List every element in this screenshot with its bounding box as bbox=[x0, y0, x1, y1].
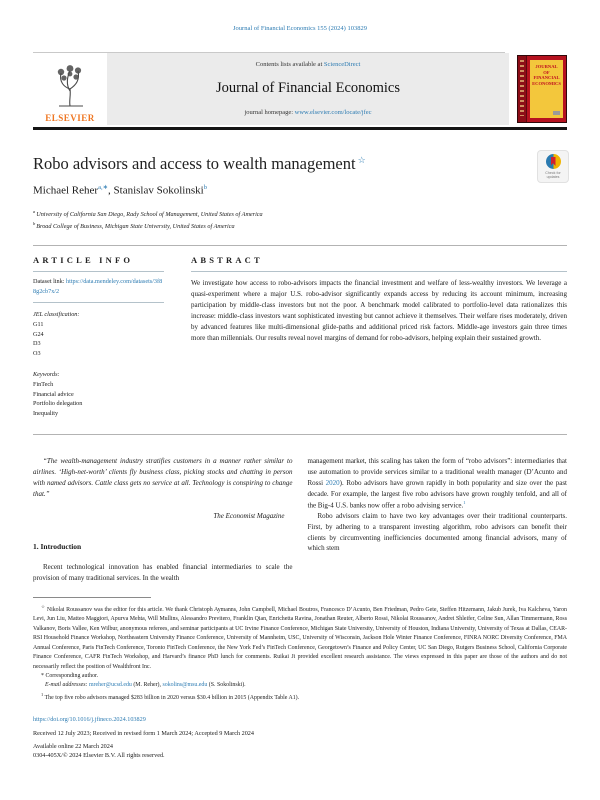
journal-cover-thumbnail[interactable] bbox=[517, 55, 567, 123]
footnote-1-marker: 1 bbox=[41, 691, 44, 697]
body-paragraph: Robo advisors claim to have two key advantages over their traditional counterparts. First, by adhering to a transparent investing algorithm, robo advisors can benefit their clients by circumventing inefficiencies documented among financial advisors, many of which stem bbox=[307, 511, 567, 553]
crossmark-icon bbox=[546, 154, 561, 169]
affiliation-line bbox=[33, 220, 567, 232]
contents-list-prefix: Contents lists available at bbox=[255, 61, 324, 68]
epigraph-attribution: The Economist Magazine bbox=[213, 511, 285, 520]
article-info-heading: ARTICLE INFO bbox=[33, 255, 164, 272]
affiliation-text: Broad College of Business, Michigan State University, United States of America bbox=[36, 222, 235, 230]
copyright-line: 0304-405X/© 2024 Elsevier B.V. All rights reserved. bbox=[33, 752, 165, 760]
keyword: FinTech bbox=[33, 380, 54, 388]
keyword: Financial advice bbox=[33, 390, 74, 398]
paragraph-text: ). Robo advisors have grown rapidly in both popularity and size over the past decade. For example, the largest five robo advisors have grown roughly tenfold, and all of the Big-4 U.S. banks now offer a robo advising service. bbox=[307, 479, 567, 510]
received-dates-line: Received 12 July 2023; Received in revised form 1 March 2024; Accepted 9 March 2024 bbox=[33, 730, 254, 738]
cover-publisher-mark bbox=[553, 111, 560, 115]
journal-masthead bbox=[33, 52, 567, 125]
email-addresses-line bbox=[33, 681, 567, 690]
author-affiliation-ref[interactable]: a,∗ bbox=[98, 184, 109, 191]
author-affiliation-ref[interactable]: b bbox=[203, 184, 207, 191]
footnote-separator-rule bbox=[33, 597, 151, 598]
jel-label: JEL classification: bbox=[33, 311, 80, 319]
journal-cover-spine bbox=[518, 56, 527, 122]
keywords-block bbox=[33, 370, 164, 418]
author-name: Michael Reher bbox=[33, 184, 99, 197]
email-link-sokolinski[interactable]: sokolins@msu.edu bbox=[162, 682, 208, 689]
affiliation-line bbox=[33, 208, 567, 220]
section-heading-introduction: 1. Introduction bbox=[33, 541, 82, 551]
editor-footnote-text: Nikolai Roussanov was the editor for this article. We thank Christoph Aymanns, John Campbell, Michael Boutros, Francesco D’Acunto, Ben Friedman, Pedro Gete, Steffen Hitzemann, Jakub Jurek, Iva Kalcheva, Yaron Levi, Jun Liu, Matteo Maggiori, Apurva Mehta, Will Mullins, Alessandro Previtero, Franklin Qian, Enrichetta Ravina, Jonathan Reuter, Alberto Rossi, Nikolai Roussanov, Andrei Shleifer, Celine Sun, Allan Timmermann, Ross Valkanov, Boris Vallee, Ken Wilbur, anonymous referees, and seminar participants at UC Irvine Finance Conference, Michigan State University, University of Houston, Indiana University, University of Texas at Dallas, CEAR-RSI Household Finance Workshop, Northeastern University Finance Conference, University of Mannheim, USC, University of Wisconsin, Jackson Hole Winter Finance Conference, FINRA NORC Diversity Conference, FMA Annual Conference, Paris FinTech Conference, Toronto FinTech Conference, the New York Fed’s FinTech Conference, Georgetown’s Finance and Policy Center, UC San Diego, Rutgers Business School, California Corporate Finance Conference, CAFR FinTech Workshop, and Harvard’s finance PhD lunch for comments. Ruikai Ji provided excellent research assistance. The views expressed in this paper are those of the authors and do not necessarily reflect the position of Wealthfront Inc. bbox=[33, 606, 567, 670]
author-name: Stanislav Sokolinski bbox=[113, 184, 204, 197]
available-online-line: Available online 22 March 2024 bbox=[33, 743, 113, 751]
corresponding-author-note bbox=[33, 672, 567, 681]
epigraph-quote: “The wealth-management industry stratifies customers in a manner rather similar to airlines. ‘High-net-worth’ clients fly business class, picking stocks and chatting in person with named advisors. Cattle class gets no service at all. Technology is conspiring to change that.” bbox=[33, 457, 293, 498]
intro-paragraph: Recent technological innovation has enabled financial intermediaries to scale the provision of many traditional services. In the wealth bbox=[33, 563, 293, 583]
jel-code: G24 bbox=[33, 330, 44, 338]
footnote-1 bbox=[33, 691, 567, 703]
jel-code: D3 bbox=[33, 340, 41, 348]
affiliation-text: University of California San Diego, Rady School of Management, United States of America bbox=[36, 210, 263, 218]
affiliations bbox=[33, 208, 567, 232]
corresponding-author-marker: * bbox=[41, 672, 44, 679]
jel-code: G11 bbox=[33, 320, 44, 328]
affiliation-marker: b bbox=[33, 220, 36, 226]
abstract-heading: ABSTRACT bbox=[191, 255, 567, 272]
email-label: E-mail addresses: bbox=[45, 682, 89, 689]
email-link-reher[interactable]: mreher@ucsd.edu bbox=[88, 682, 132, 689]
body-paragraph bbox=[308, 456, 568, 511]
check-for-updates-badge[interactable] bbox=[537, 150, 569, 183]
paper-title bbox=[33, 154, 567, 174]
journal-cover-title: JOURNAL OF FINANCIAL ECONOMICS bbox=[532, 64, 561, 87]
journal-homepage-link[interactable]: www.elsevier.com/locate/jfec bbox=[294, 109, 372, 116]
footnote-ref-1[interactable]: 1 bbox=[463, 499, 466, 505]
check-for-updates-label: Check for updates bbox=[545, 171, 561, 180]
running-head-citation: Journal of Financial Economics 155 (2024) 103829 bbox=[233, 25, 367, 32]
keyword: Inequality bbox=[33, 409, 59, 417]
doi-link[interactable]: https://doi.org/10.1016/j.jfineco.2024.103829 bbox=[33, 716, 146, 724]
email-suffix: (S. Sokolinski). bbox=[207, 682, 246, 689]
keywords-label: Keywords: bbox=[33, 371, 60, 379]
article-info-column bbox=[33, 255, 164, 418]
abstract-text: We investigate how access to robo-advisors impacts the financial investment and welfare of less-wealthy investors. We leverage a quasi-experiment where a major U.S. robo-advisor significantly expands access by reducing its account minimum, increasing participation by middle-class investors but not the poor. A benchmark model calibrated to portfolio-level data rationalizes this increase: middle-class investors want sophisticated investing but cannot achieve it themselves. Their welfare rises moderately, driven by advanced features like multi-dimensional glide-paths and additional priced risk factors. Middle-age investors gain three times more than millennials. Our results reveal novel margins of demand for robo-advisors, helping explain their sustained growth. bbox=[191, 279, 567, 343]
citation-link-2020[interactable]: 2020 bbox=[325, 479, 340, 488]
keyword: Portfolio delegation bbox=[33, 400, 83, 408]
elsevier-tree-icon bbox=[49, 62, 91, 113]
elsevier-wordmark: ELSEVIER bbox=[45, 113, 95, 123]
paper-title-text: Robo advisors and access to wealth management bbox=[33, 154, 356, 173]
corresponding-author-text: Corresponding author. bbox=[45, 672, 99, 679]
affiliation-marker: a bbox=[33, 208, 36, 214]
elsevier-logo bbox=[33, 53, 107, 125]
homepage-prefix: journal homepage: bbox=[244, 109, 295, 116]
journal-cover-panel bbox=[530, 60, 563, 118]
masthead-band bbox=[107, 53, 509, 125]
email-suffix: (M. Reher), bbox=[131, 682, 163, 689]
article-footer bbox=[33, 716, 567, 761]
jel-classification-block bbox=[33, 310, 164, 358]
editor-footnote-star: ☆ bbox=[41, 603, 46, 609]
contents-list-line bbox=[111, 61, 505, 68]
journal-title: Journal of Financial Economics bbox=[215, 80, 401, 96]
abstract-column bbox=[191, 255, 567, 418]
homepage-line bbox=[111, 109, 505, 116]
author-separator: , bbox=[108, 184, 114, 197]
masthead-bottom-rule bbox=[33, 127, 567, 130]
title-section-divider bbox=[33, 245, 567, 246]
paragraph-text: management market, this scaling has taken the form of “robo advisors”: intermediaries that use automation to provide services similar to a traditional wealth manager (D’Acunto and Rossi bbox=[307, 457, 567, 488]
body-right-column bbox=[308, 456, 568, 584]
jel-code: O3 bbox=[33, 349, 41, 357]
footnote-1-text: The top five robo advisors managed $283 billion in 2020 versus $30.4 billion in 2015 (Appendix Table A1). bbox=[44, 694, 300, 701]
title-footnote-star[interactable]: ☆ bbox=[357, 154, 366, 165]
dataset-label: Dataset link: bbox=[33, 278, 66, 286]
editor-footnote bbox=[33, 603, 567, 672]
dataset-link[interactable]: https://data.mendeley.com/datasets/3f88g2cb7x/2 bbox=[33, 278, 163, 295]
dataset-link-block bbox=[33, 272, 164, 303]
abstract-section-divider bbox=[33, 434, 567, 435]
author-line bbox=[33, 183, 567, 197]
body-left-column bbox=[33, 456, 293, 584]
sciencedirect-link[interactable]: ScienceDirect bbox=[323, 61, 361, 68]
footnote-block bbox=[33, 597, 567, 703]
